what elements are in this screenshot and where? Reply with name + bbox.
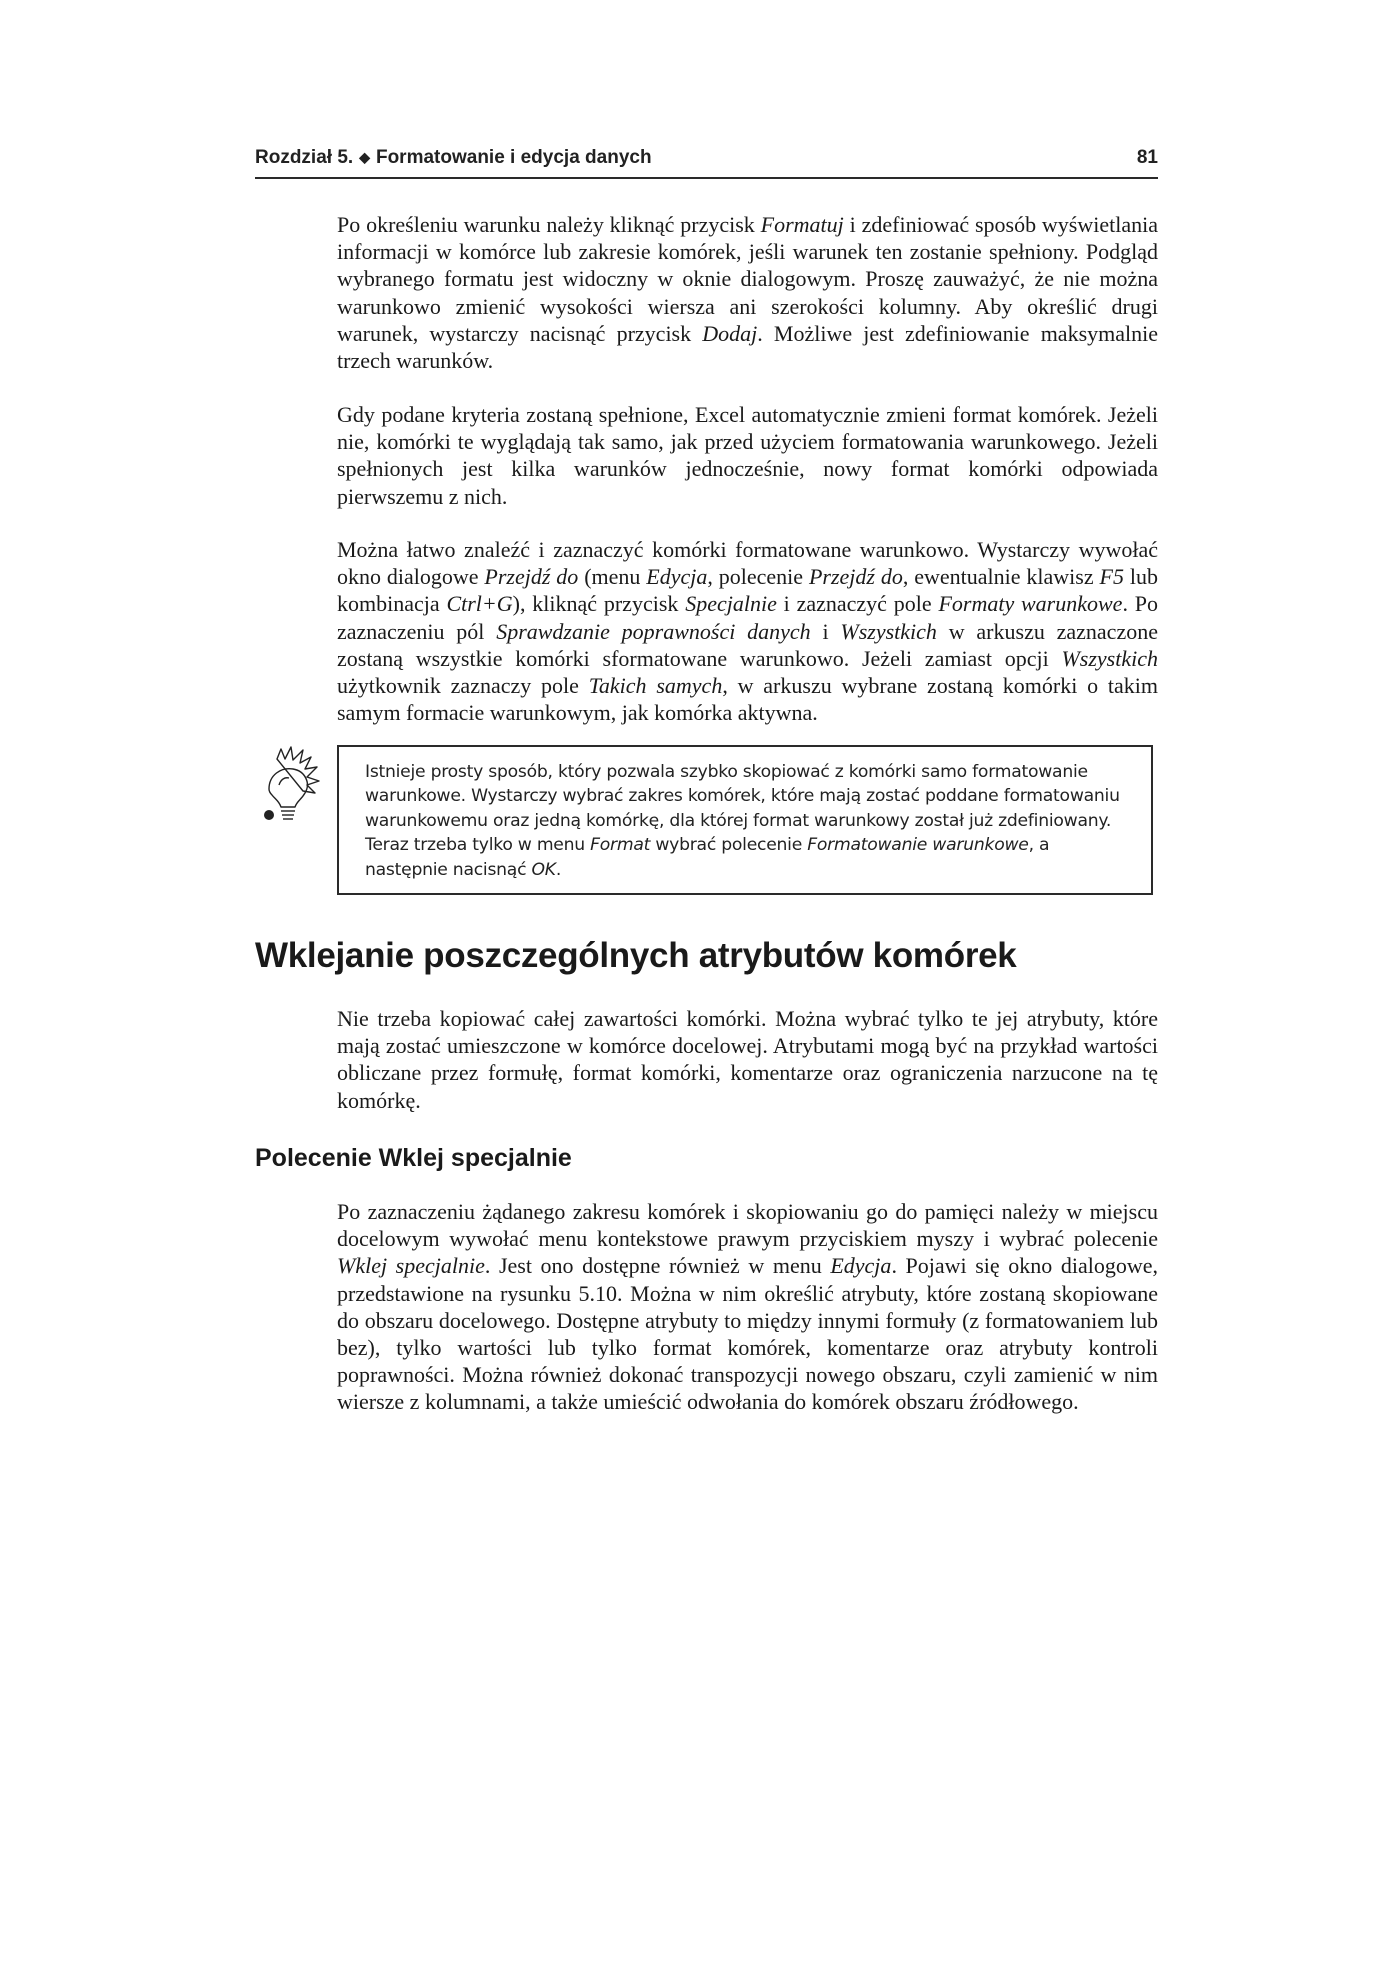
text-run: . Możliwe jest zdefiniowanie maksymalnie trzech warunków. — [337, 320, 1159, 374]
italic-term: Format — [590, 835, 651, 856]
italic-term: Ctrl+G — [446, 591, 513, 617]
text-run: Po zaznaczeniu żądanego zakresu komórek i skopiowaniu go do pamięci należy w miejscu docelowym wywołać menu kontekstowe prawym przyciskiem myszy i wybrać polecenie — [337, 1199, 1158, 1252]
page-number: 81 — [1136, 147, 1158, 168]
diamond-icon: ◆ — [359, 149, 370, 165]
text-run: wybrać polecenie — [650, 835, 808, 856]
italic-term: Przejdź do — [484, 564, 579, 590]
text-run: . Po zaznaczeniu pól — [337, 591, 1158, 644]
text-run: (menu — [578, 564, 647, 590]
text-run: w arkuszu zaznaczone zostaną wszystkie komórki sformatowane warunkowo. Jeżeli zamiast opcji — [337, 618, 1158, 671]
lightbulb-icon — [255, 745, 333, 825]
text-run: . — [555, 859, 562, 880]
tip-box — [337, 745, 1153, 895]
paragraph-5 — [337, 1198, 1158, 1416]
text-run: Istnieje prosty sposób, który pozwala szybko skopiować z komórki samo formatowanie warunkowe. Wystarczy wybrać zakres komórek, które mają zostać poddane formatowaniu warunkowemu oraz jedną komórkę, dla której format warunkowy został już zdefiniowany. Teraz trzeba tylko w menu — [365, 762, 1120, 856]
section-title: Formatowanie i edycja danych — [375, 147, 652, 168]
paragraph-3 — [337, 536, 1158, 726]
italic-term: Dodaj — [702, 320, 758, 346]
italic-term: Edycja — [646, 564, 708, 590]
text-run: , a następnie nacisnąć — [365, 835, 1050, 880]
section-heading: Wklejanie poszczególnych atrybutów komórek — [255, 936, 1017, 975]
subsection-heading: Polecenie Wklej specjalnie — [255, 1144, 572, 1172]
text-run: i zaznaczyć pole — [776, 591, 939, 617]
running-head-chapter — [255, 147, 652, 169]
paragraph-1 — [337, 211, 1158, 374]
text-run: Po określeniu warunku należy kliknąć przycisk — [337, 212, 761, 237]
text-run: ), kliknąć przycisk — [512, 591, 686, 617]
italic-term: Specjalnie — [685, 591, 777, 617]
text-run: lub kombinacja — [337, 564, 1158, 617]
text-run: i — [810, 618, 841, 644]
paragraph-2: Gdy podane kryteria zostaną spełnione, Excel automatycznie zmieni format komórek. Jeżeli nie, komórki te wyglądają tak samo, jak przed użyciem formatowania warunkowego. Jeżeli spełnionych jest kilka warunków jednocześnie, nowy format komórki odpowiada pierwszemu z nich. — [337, 402, 1158, 509]
italic-term: Formatuj — [760, 212, 844, 237]
chapter-label: Rozdział 5. — [255, 147, 354, 168]
text-run: i zdefiniować sposób wyświetlania informacji w komórce lub zakresie komórek, jeśli warunek ten zostanie spełniony. Podgląd wybranego formatu jest widoczny w oknie dialogowym. Proszę zauważyć, że nie można warunkowo zmienić wysokości wiersza ani szerokości kolumny. Aby określić drugi warunek, wystarczy nacisnąć przycisk — [337, 212, 1158, 346]
tip-text — [365, 760, 1127, 882]
text-run: Można łatwo znaleźć i zaznaczyć komórki formatowane warunkowo. Wystarczy wywołać okno dialogowe — [337, 537, 1158, 590]
italic-term: Sprawdzanie poprawności danych — [496, 618, 811, 644]
text-run: użytkownik zaznaczy pole — [337, 673, 589, 699]
italic-term: Wklej specjalnie — [337, 1253, 485, 1279]
text-run: , w arkuszu wybrane zostaną komórki o takim samym formacie warunkowym, jak komórka aktywna. — [337, 673, 1158, 726]
text-run: . Jest ono dostępne również w menu — [484, 1253, 831, 1279]
italic-term: Formatowanie warunkowe — [807, 835, 1029, 856]
italic-term: Przejdź do — [808, 564, 903, 590]
paragraph-4: Nie trzeba kopiować całej zawartości komórki. Można wybrać tylko te jej atrybuty, które mają zostać umieszczone w komórce docelowej. Atrybutami mogą być na przykład wartości obliczane przez formułę, format komórki, komentarze oraz ograniczenia narzucone na tę komórkę. — [337, 1006, 1158, 1113]
italic-term: F5 — [1099, 564, 1124, 590]
running-head — [255, 147, 1158, 179]
text-run: , polecenie — [707, 564, 809, 590]
text-run: . Pojawi się okno dialogowe, przedstawione na rysunku 5.10. Można w nim określić atrybuty, które zostaną skopiowane do obszaru docelowego. Dostępne atrybuty to między innymi formuły (z formatowaniem lub bez), tylko wartości lub tylko format komórek, komentarze oraz atrybuty kontroli poprawności. Można również dokonać transpozycji nowego obszaru, czyli zamienić w nim wiersze z kolumnami, a także umieścić odwołania do komórek obszaru źródłowego. — [337, 1253, 1158, 1415]
italic-term: Formaty warunkowe — [938, 591, 1123, 617]
italic-term: OK — [531, 859, 556, 880]
text-run: , ewentualnie klawisz — [902, 564, 1100, 590]
italic-term: Edycja — [830, 1253, 892, 1279]
italic-term: Takich samych — [588, 673, 723, 699]
italic-term: Wszystkich — [1061, 645, 1158, 671]
italic-term: Wszystkich — [840, 618, 937, 644]
